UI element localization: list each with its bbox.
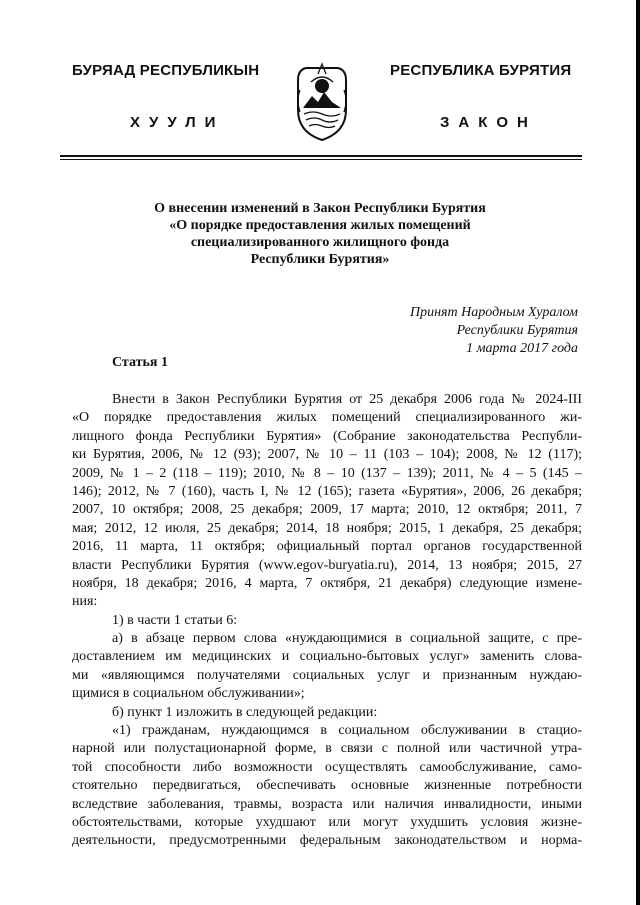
body-line: деятельности, предусмотренными федеральным законодательством и норма- <box>72 833 582 849</box>
adoption-note <box>410 304 578 358</box>
adoption-note-line: 1 марта 2017 года <box>466 341 578 356</box>
body-line: 2009, № 1 – 2 (118 – 119); 2010, № 8 – 10 (137 – 139); 2011, № 4 – 5 (145 – <box>72 465 582 481</box>
law-title-line: специализированного жилищного фонда <box>190 235 450 250</box>
body-line: обстоятельствами, которые ухудшают или могут ухудшить условия жизне- <box>72 814 582 830</box>
header-right-bottom: ЗАКОН <box>440 114 537 131</box>
header-divider-thin <box>60 159 582 160</box>
body-line: «1) гражданам, нуждающимся в социальном обслуживании в стацио- <box>112 723 582 739</box>
body-line: власти Республики Бурятия (www.egov-buryatia.ru), 2014, 13 ноября; 2015, 27 <box>72 557 582 573</box>
body-line: ки Бурятия, 2006, № 12 (93); 2007, № 10 – 11 (103 – 104); 2008, № 12 (117); <box>72 447 582 463</box>
body-line: 1) в части 1 статьи 6: <box>112 612 238 628</box>
law-title-line: Республики Бурятия» <box>250 252 390 267</box>
body-line: нарной или полустационарной форме, в связи с полной или частичной утра- <box>72 741 582 757</box>
body-line: 146); 2012, № 7 (160), часть I, № 12 (165); газета «Бурятия», 2006, 26 декабря; <box>72 483 582 499</box>
body-line: 2007, 10 октября; 2008, 25 декабря; 2009, 17 марта; 2010, 12 октября; 2011, 7 <box>72 502 582 518</box>
body-line: той способности либо возможности осуществлять самообслуживание, само- <box>72 759 582 775</box>
adoption-note-line: Принят Народным Хуралом <box>409 305 578 320</box>
body-line: лищного фонда Республики Бурятия» (Собрание законодательства Республи- <box>72 428 582 444</box>
header-left-top: БУРЯАД РЕСПУБЛИКЫН <box>72 62 260 79</box>
body-line: «О порядке предоставления жилых помещений специализированного жи- <box>72 410 582 426</box>
body-line: стоятельно передвигаться, обеспечивать основные жизненные потребности <box>72 778 582 794</box>
law-title <box>120 200 520 268</box>
body-line: щимися в социальном обслуживании»; <box>72 686 305 702</box>
buryatia-coat-of-arms-icon <box>294 60 350 144</box>
adoption-note-line: Республики Бурятия <box>456 323 578 338</box>
scan-edge-bar <box>636 0 640 905</box>
body-line: доставлением им медицинских и социально-бытовых услуг» заменить слова- <box>72 649 582 665</box>
body-line: вследствие заболевания, травмы, возраста или наличия инвалидности, иными <box>72 796 582 812</box>
header-right-top: РЕСПУБЛИКА БУРЯТИЯ <box>390 62 572 79</box>
article-body <box>72 391 582 851</box>
body-line: 2016, 11 марта, 11 октября; официальный портал органов государственной <box>72 539 582 555</box>
body-line: а) в абзаце первом слова «нуждающимися в социальной защите, с пре- <box>112 631 582 647</box>
law-title-line: О внесении изменений в Закон Республики Бурятия <box>154 201 486 216</box>
header-divider-thick <box>60 155 582 157</box>
body-line: ми «являющимся получателями социальных услуг и признанным нуждаю- <box>72 667 582 683</box>
law-title-line: «О порядке предоставления жилых помещений <box>169 218 471 233</box>
body-line: ноября, 18 декабря; 2016, 4 марта, 7 октября, 21 декабря) следующие измене- <box>72 575 582 591</box>
body-line: Внести в Закон Республики Бурятия от 25 декабря 2006 года № 2024-III <box>112 392 582 407</box>
body-line: ния: <box>72 594 98 610</box>
header-left-bottom: ХУУЛИ <box>130 114 225 131</box>
article-heading: Статья 1 <box>112 355 168 370</box>
body-line: б) пункт 1 изложить в следующей редакции: <box>112 704 378 720</box>
body-line: мая; 2012, 12 июля, 25 декабря; 2014, 18 ноября; 2015, 1 декабря, 25 декабря; <box>72 520 582 536</box>
